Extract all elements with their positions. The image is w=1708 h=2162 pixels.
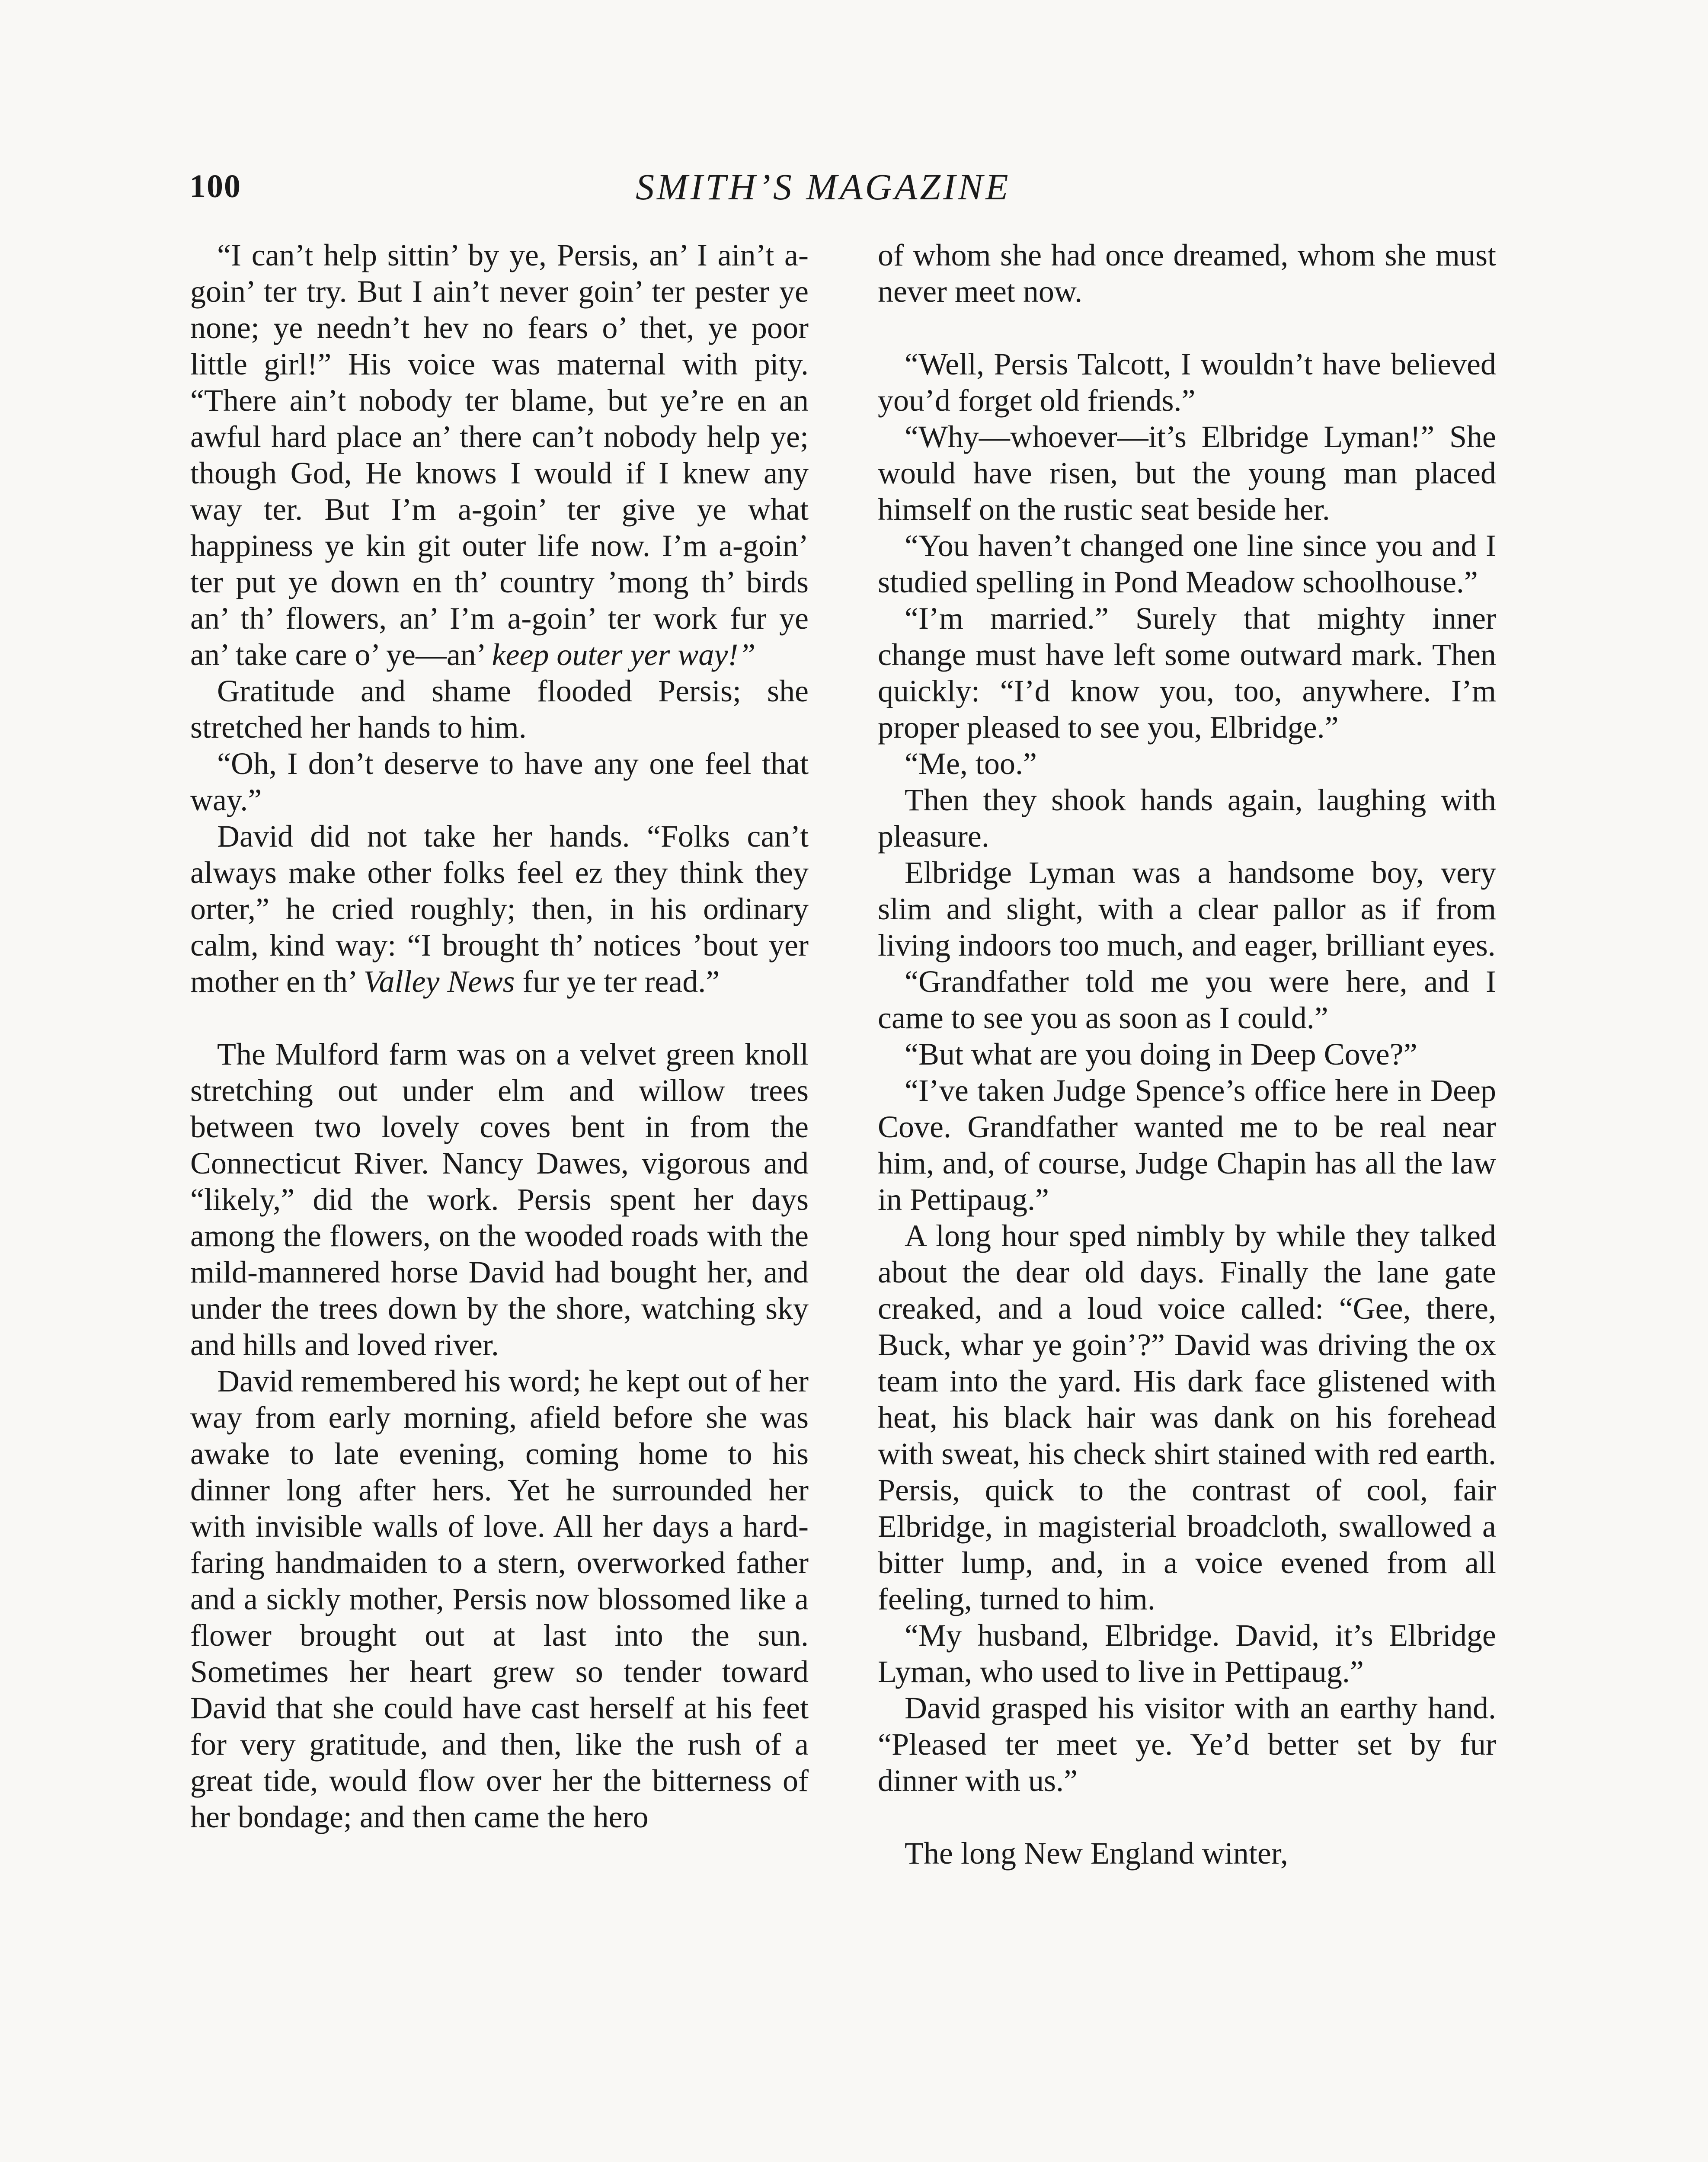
italic-text: Valley News — [363, 964, 515, 999]
paragraph: Elbridge Lyman was a handsome boy, very slim and slight, with a clear pallor as if from living indoors too much, and eager, brilliant eyes. — [878, 855, 1496, 963]
paragraph-text: fur ye ter read.” — [515, 964, 720, 999]
paragraph: “Me, too.” — [905, 746, 1037, 781]
paragraph: David remembered his word; he kept out of her way from early morning, afield before she was awake to late evening, coming home to his dinner long after hers. Yet he surrounded her with invisible walls of love. All her days a hard-faring handmaiden to a stern, overworked father and a sickly mother, Persis now blossomed like a flower brought out at last into the sun. Sometimes her heart grew so tender toward David that she could have cast herself at his feet for very gratitude, and then, like the rush of a great tide, would flow over her the bitterness of her bondage; and then came the hero — [190, 1364, 809, 1834]
left-column — [190, 237, 809, 1835]
paragraph: “I’m married.” Surely that mighty inner change must have left some outward mark. Then quickly: “I’d know you, too, anywhere. I’m proper pleased to see you, Elbridge.” — [878, 601, 1496, 745]
page-number: 100 — [189, 168, 241, 205]
paragraph: “You haven’t changed one line since you and I studied spelling in Pond Meadow schoolhouse.” — [878, 528, 1496, 599]
paragraph: “My husband, Elbridge. David, it’s Elbridge Lyman, who used to live in Pettipaug.” — [878, 1618, 1496, 1689]
paragraph-text: “I can’t help sittin’ by ye, Persis, an’ I ain’t a-goin’ ter try. But I ain’t never goin’ ter pester ye none; ye needn’t hev no fears o’ thet, ye poor little girl!” His voice was maternal with pity. “There ain’t nobody ter blame, but ye’re en an awful hard place an’ there can’t nobody help ye; though God, He knows I would if I knew any way ter. But I’m a-goin’ ter give ye what happiness ye kin git outer life now. I’m a-goin’ ter put ye down en th’ country ’mong th’ birds an’ th’ flowers, an’ I’m a-goin’ ter work fur ye an’ take care o’ ye—an’ — [190, 238, 809, 672]
paragraph — [190, 237, 809, 673]
running-title: SMITH’S MAGAZINE — [636, 166, 1011, 208]
paragraph — [190, 818, 809, 1000]
paragraph: David grasped his visitor with an earthy hand. “Pleased ter meet ye. Ye’d better set by fur dinner with us.” — [878, 1691, 1496, 1798]
paragraph: “Well, Persis Talcott, I wouldn’t have believed you’d forget old friends.” — [878, 347, 1496, 418]
paragraph: The long New England winter, — [905, 1836, 1288, 1871]
paragraph: “Grandfather told me you were here, and I came to see you as soon as I could.” — [878, 964, 1496, 1035]
paragraph: of whom she had once dreamed, whom she must never meet now. — [878, 238, 1496, 309]
paragraph: Then they shook hands again, laughing with pleasure. — [878, 783, 1496, 854]
paragraph: A long hour sped nimbly by while they talked about the dear old days. Finally the lane gate creaked, and a loud voice called: “Gee, there, Buck, whar ye goin’?” David was driving the ox team into the yard. His dark face glistened with heat, his black hair was dank on his forehead with sweat, his check shirt stained with red earth. Persis, quick to the contrast of cool, fair Elbridge, in magisterial broadcloth, swallowed a bitter lump, and, in a voice evened from all feeling, turned to him. — [878, 1219, 1496, 1616]
italic-text: keep outer yer way!” — [492, 637, 756, 672]
paragraph: “Why—whoever—it’s Elbridge Lyman!” She would have risen, but the young man placed himself on the rustic seat beside her. — [878, 419, 1496, 527]
paragraph: “I’ve taken Judge Spence’s office here in Deep Cove. Grandfather wanted me to be real near him, and, of course, Judge Chapin has all the law in Pettipaug.” — [878, 1073, 1496, 1217]
paragraph: “But what are you doing in Deep Cove?” — [905, 1037, 1417, 1071]
paragraph: The Mulford farm was on a velvet green knoll stretching out under elm and willow trees between two lovely coves bent in from the Connecticut River. Nancy Dawes, vigorous and “likely,” did the work. Persis spent her days among the flowers, on the wooded roads with the mild-mannered horse David had bought her, and under the trees down by the shore, watching sky and hills and loved river. — [190, 1037, 809, 1362]
paragraph: Gratitude and shame flooded Persis; she stretched her hands to him. — [190, 674, 809, 745]
right-column — [878, 237, 1496, 1871]
paragraph-text: David did not take her hands. “Folks can’t always make other folks feel ez they think they orter,” he cried roughly; then, in his ordinary calm, kind way: “I brought th’ notices ’bout yer mother en th’ — [190, 819, 809, 999]
paragraph: “Oh, I don’t deserve to have any one feel that way.” — [190, 746, 809, 817]
